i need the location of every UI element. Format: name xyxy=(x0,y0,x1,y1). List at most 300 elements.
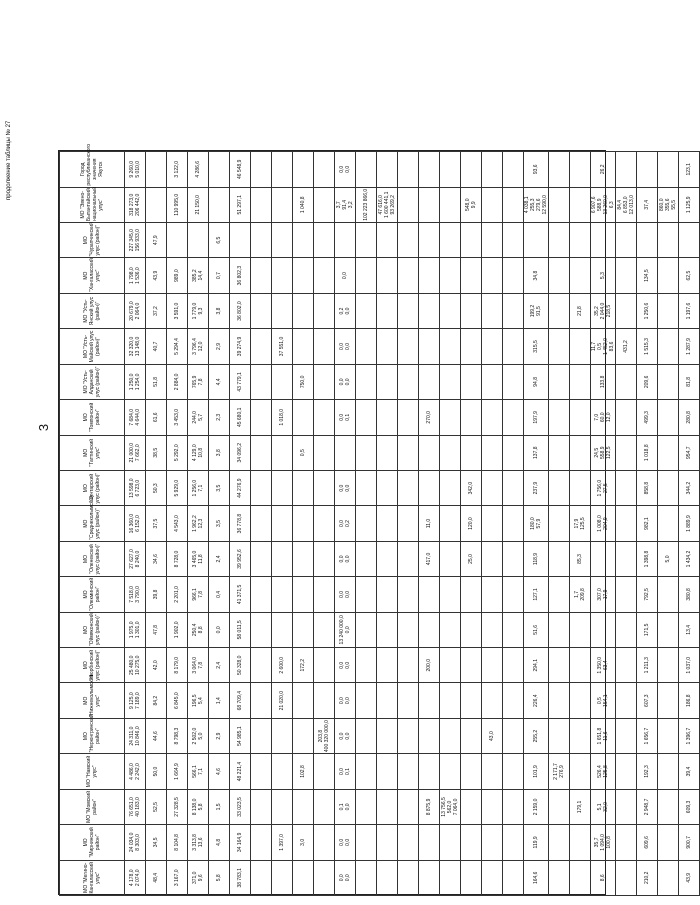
table-cell xyxy=(377,506,398,541)
table-cell: 1 975,0 1 301,0 xyxy=(125,612,146,647)
table-cell xyxy=(482,577,503,612)
table-cell xyxy=(314,648,335,683)
table-cell xyxy=(658,648,679,683)
column-header: МО "Нюрбинский улус (район)" xyxy=(60,648,125,683)
table-cell xyxy=(503,577,524,612)
table-cell xyxy=(503,825,524,860)
table-cell: 858,8 xyxy=(637,470,658,505)
table-cell xyxy=(314,506,335,541)
table-cell: 566,1 7,1 xyxy=(188,754,209,789)
table-cell xyxy=(482,683,503,718)
table-row xyxy=(377,152,398,896)
table-cell: 1 125,9 xyxy=(679,187,700,222)
table-cell xyxy=(461,329,482,364)
table-cell xyxy=(314,258,335,293)
table-row xyxy=(188,152,209,896)
table-cell: 36 778,8 xyxy=(230,506,251,541)
table-cell xyxy=(570,400,591,435)
table-cell xyxy=(549,329,570,364)
table-cell xyxy=(570,152,591,188)
column-header: МО "Оймяконский улус (район)" xyxy=(60,612,125,647)
table-cell: 1 018,8 xyxy=(637,435,658,470)
column-header: МО "Мегино-Кангаласский улус" xyxy=(60,860,125,895)
table-cell xyxy=(503,754,524,789)
table-cell: 0,0 0,0 xyxy=(335,470,356,505)
table-cell: 1 287,9 xyxy=(679,329,700,364)
table-cell: 1 211,3 xyxy=(637,648,658,683)
table-cell: 609,6 xyxy=(637,825,658,860)
table-cell: 3 465,0 11,8 xyxy=(188,541,209,576)
table-cell: 431,2 xyxy=(616,329,637,364)
table-cell xyxy=(398,789,419,824)
table-cell: 1,7 209,8 xyxy=(570,577,591,612)
table-cell: 171,5 xyxy=(637,612,658,647)
table-cell: 609,3 xyxy=(679,789,700,824)
table-cell xyxy=(377,222,398,257)
table-cell: 34 096,2 xyxy=(230,435,251,470)
table-row xyxy=(658,152,679,896)
table-cell xyxy=(503,329,524,364)
table-cell xyxy=(272,860,293,895)
table-cell: 35,2 2 044,0 218,5 xyxy=(591,293,616,328)
table-cell xyxy=(616,152,637,188)
column-header: Город республиканского значения Якутск xyxy=(60,152,125,188)
table-cell xyxy=(591,222,616,257)
table-cell: 34,5 xyxy=(146,825,167,860)
table-cell: 2,4 xyxy=(209,648,230,683)
data-table-frame xyxy=(58,144,692,895)
column-header: МО "Эвено-Бытантайский национальный улус" xyxy=(60,187,125,222)
table-cell xyxy=(503,506,524,541)
table-cell xyxy=(398,187,419,222)
table-row xyxy=(440,152,461,896)
table-cell: 43,0 xyxy=(482,718,503,753)
table-cell xyxy=(549,435,570,470)
table-cell: 2 159,0 xyxy=(524,789,549,824)
table-row xyxy=(167,152,188,896)
table-cell xyxy=(251,222,272,257)
table-cell xyxy=(440,222,461,257)
table-cell xyxy=(251,825,272,860)
table-cell: 3 796,4 12,0 xyxy=(188,329,209,364)
table-cell: 750,0 xyxy=(293,364,314,399)
table-cell: 47,8 xyxy=(146,612,167,647)
table-cell xyxy=(524,222,549,257)
table-cell: 50,3 xyxy=(146,470,167,505)
table-cell xyxy=(616,222,637,257)
table-cell xyxy=(314,577,335,612)
table-cell xyxy=(461,435,482,470)
table-cell: 13 598,0 6 723,0 xyxy=(125,470,146,505)
table-cell xyxy=(272,258,293,293)
table-cell xyxy=(658,293,679,328)
table-cell xyxy=(549,187,570,222)
table-cell xyxy=(398,293,419,328)
table-cell: 1 008,0 204,9 xyxy=(591,506,616,541)
table-cell xyxy=(209,187,230,222)
table-cell: 7 684,0 4 644,0 xyxy=(125,400,146,435)
table-cell xyxy=(461,825,482,860)
table-cell: 1 018,0 xyxy=(272,400,293,435)
table-cell xyxy=(419,364,440,399)
table-cell xyxy=(549,400,570,435)
table-cell: 24 034,0 8 303,0 xyxy=(125,825,146,860)
table-cell: 0,5 154,1 xyxy=(591,683,616,718)
table-cell: 1 040,8 xyxy=(293,187,314,222)
table-cell: 42,0 xyxy=(146,648,167,683)
table-cell xyxy=(293,152,314,188)
table-cell: 307,0 17,9 xyxy=(591,577,616,612)
table-cell: 1 962,2 12,3 xyxy=(188,506,209,541)
table-cell xyxy=(293,329,314,364)
table-cell xyxy=(293,577,314,612)
table-cell xyxy=(658,577,679,612)
table-cell: 44,6 xyxy=(146,718,167,753)
table-cell: 2 502,0 5,0 xyxy=(188,718,209,753)
table-cell xyxy=(209,152,230,188)
table-cell xyxy=(377,541,398,576)
table-cell xyxy=(293,541,314,576)
column-header: МО "Чурапчинский улус (район)" xyxy=(60,222,125,257)
table-cell xyxy=(482,152,503,188)
column-header: МО "Томпонский район" xyxy=(60,400,125,435)
table-cell: 0,0 0,0 xyxy=(335,718,356,753)
table-cell: 21 020,0 xyxy=(272,683,293,718)
table-cell: 0,0 0,0 xyxy=(335,329,356,364)
table-cell: 1 250,6 xyxy=(637,293,658,328)
table-cell xyxy=(167,222,188,257)
table-cell: 0,0 0,0 xyxy=(335,860,356,895)
table-cell: 5,0 xyxy=(658,541,679,576)
table-cell xyxy=(616,293,637,328)
table-cell xyxy=(549,648,570,683)
table-cell xyxy=(549,577,570,612)
table-cell: 134,5 xyxy=(637,258,658,293)
column-header: МО "Оленекский улус (район)" xyxy=(60,541,125,576)
table-row xyxy=(293,152,314,896)
table-cell xyxy=(658,329,679,364)
table-cell: 110 995,0 xyxy=(167,187,188,222)
table-cell xyxy=(482,541,503,576)
table-cell: 38,5 xyxy=(146,435,167,470)
table-cell xyxy=(356,789,377,824)
table-cell: 0,0 0,0 xyxy=(335,577,356,612)
table-cell xyxy=(251,648,272,683)
column-header: МО "Усть-Алданский улус (район)" xyxy=(60,364,125,399)
table-cell xyxy=(419,860,440,895)
table-cell xyxy=(272,293,293,328)
table-cell xyxy=(658,718,679,753)
table-cell: 37,4 xyxy=(637,187,658,222)
table-cell: 209,6 xyxy=(637,364,658,399)
table-cell xyxy=(251,577,272,612)
table-cell: 548,0 9,9 xyxy=(461,187,482,222)
column-header: МО "Намский улус" xyxy=(60,754,125,789)
table-cell xyxy=(549,541,570,576)
table-cell: 966,1 7,8 xyxy=(188,577,209,612)
table-cell xyxy=(251,152,272,188)
table-cell: 1 656,7 xyxy=(637,718,658,753)
table-cell xyxy=(482,754,503,789)
table-row xyxy=(419,152,440,896)
table-cell xyxy=(356,329,377,364)
table-row xyxy=(524,152,549,896)
table-cell: 4 129,0 10,8 xyxy=(188,435,209,470)
table-row xyxy=(482,152,503,896)
table-cell: 47 616,0 1 600 441,1 93 269,2 xyxy=(377,187,398,222)
table-cell: 2,3 xyxy=(209,400,230,435)
table-cell xyxy=(314,470,335,505)
table-cell xyxy=(503,683,524,718)
table-row xyxy=(251,152,272,896)
table-cell xyxy=(356,293,377,328)
table-cell xyxy=(398,825,419,860)
table-cell: 50,0 xyxy=(146,754,167,789)
table-cell xyxy=(356,825,377,860)
table-cell: 0,7 xyxy=(209,258,230,293)
table-cell xyxy=(591,612,616,647)
table-cell xyxy=(377,400,398,435)
table-cell: 47,9 xyxy=(146,222,167,257)
column-header: МО "Усть-Майский улус (район)" xyxy=(60,329,125,364)
table-cell xyxy=(314,222,335,257)
table-cell: 21 150,0 xyxy=(188,187,209,222)
table-cell: 4,6 xyxy=(209,754,230,789)
table-row xyxy=(398,152,419,896)
table-cell xyxy=(377,754,398,789)
table-cell xyxy=(356,577,377,612)
table-cell xyxy=(440,541,461,576)
table-cell xyxy=(314,683,335,718)
table-cell xyxy=(549,860,570,895)
table-cell: 44 276,9 xyxy=(230,470,251,505)
table-cell xyxy=(461,258,482,293)
table-cell: 36 802,3 xyxy=(230,258,251,293)
continuation-label: продолжение таблицы № 27 xyxy=(6,120,12,200)
table-cell xyxy=(251,612,272,647)
table-cell xyxy=(503,789,524,824)
table-cell xyxy=(251,187,272,222)
table-cell xyxy=(419,577,440,612)
table-cell: 3 453,0 xyxy=(167,400,188,435)
column-header: МО "Сунтарский улус (район)" xyxy=(60,470,125,505)
table-cell xyxy=(419,187,440,222)
table-cell: 3,5 xyxy=(209,470,230,505)
table-cell: 127,1 xyxy=(524,577,549,612)
table-cell: 280,8 xyxy=(679,400,700,435)
table-cell xyxy=(356,506,377,541)
table-cell xyxy=(549,718,570,753)
table-cell: 1 398,8 xyxy=(637,541,658,576)
table-cell xyxy=(440,648,461,683)
table-cell xyxy=(398,364,419,399)
table-cell: 3,7 91,4 3,2 xyxy=(335,187,356,222)
table-cell: 371,0 9,6 xyxy=(188,860,209,895)
table-cell: 1 798,0 1 536,0 xyxy=(125,258,146,293)
table-cell xyxy=(356,718,377,753)
table-cell xyxy=(377,329,398,364)
table-cell: 3 313,8 13,6 xyxy=(188,825,209,860)
table-cell xyxy=(356,400,377,435)
table-cell xyxy=(616,612,637,647)
table-cell: 37,2 xyxy=(146,293,167,328)
table-row xyxy=(637,152,658,896)
table-cell xyxy=(503,258,524,293)
table-cell: 50 328,0 xyxy=(230,648,251,683)
table-cell xyxy=(272,577,293,612)
table-cell: 344,2 xyxy=(679,470,700,505)
table-cell xyxy=(503,222,524,257)
table-cell: 1 397,0 xyxy=(272,825,293,860)
table-cell: 137,8 xyxy=(524,435,549,470)
table-cell xyxy=(251,293,272,328)
table-cell: 0,0 0,1 xyxy=(335,400,356,435)
table-cell xyxy=(570,258,591,293)
table-cell xyxy=(503,541,524,576)
table-cell: 34,6 xyxy=(146,541,167,576)
table-cell: 24,5 558,9 122,5 xyxy=(591,435,616,470)
table-cell xyxy=(461,754,482,789)
table-cell xyxy=(616,577,637,612)
table-cell: 210,2 xyxy=(637,860,658,895)
table-cell: 93,6 xyxy=(524,152,549,188)
table-cell xyxy=(549,293,570,328)
table-cell xyxy=(616,435,637,470)
table-cell: 76 651,0 40 183,0 xyxy=(125,789,146,824)
table-cell xyxy=(461,293,482,328)
table-cell xyxy=(251,258,272,293)
column-header: МО "Момский район" xyxy=(60,789,125,824)
table-cell: 43 779,1 xyxy=(230,364,251,399)
table-cell xyxy=(591,541,616,576)
table-cell: 3,0 xyxy=(293,825,314,860)
table-cell: 61,6 xyxy=(146,400,167,435)
table-cell: 48 221,4 xyxy=(230,754,251,789)
table-cell: 294,1 xyxy=(524,648,549,683)
table-cell: 342,0 xyxy=(461,470,482,505)
table-cell: 8 875,9 xyxy=(419,789,440,824)
table-cell: 39 274,9 xyxy=(230,329,251,364)
table-cell xyxy=(503,152,524,188)
table-cell xyxy=(658,683,679,718)
table-cell: 792,5 xyxy=(637,577,658,612)
table-cell xyxy=(419,329,440,364)
table-cell: 5 292,0 xyxy=(167,435,188,470)
table-cell xyxy=(616,683,637,718)
table-cell: 1 037,0 xyxy=(679,648,700,683)
table-cell xyxy=(398,222,419,257)
table-cell xyxy=(314,860,335,895)
table-cell xyxy=(251,718,272,753)
table-cell: 954,7 xyxy=(679,435,700,470)
table-cell xyxy=(658,470,679,505)
table-cell: 39 952,6 xyxy=(230,541,251,576)
table-cell xyxy=(356,470,377,505)
table-cell xyxy=(679,222,700,257)
table-cell: 0,2 0,0 xyxy=(335,293,356,328)
table-cell: 3 591,0 xyxy=(167,293,188,328)
table-cell xyxy=(503,612,524,647)
table-cell: 1 250,0 1 254,0 xyxy=(125,364,146,399)
table-cell xyxy=(356,152,377,188)
table-cell: 2,9 xyxy=(209,329,230,364)
table-cell: 6 907,6 588,9 13 260,0 6,3 xyxy=(591,187,616,222)
table-cell: 0,0 0,0 xyxy=(335,683,356,718)
table-cell: 20 679,0 2 064,0 xyxy=(125,293,146,328)
table-cell xyxy=(272,470,293,505)
table-row xyxy=(503,152,524,896)
table-cell xyxy=(398,435,419,470)
table-cell: 5,8 xyxy=(209,860,230,895)
table-cell xyxy=(335,435,356,470)
table-cell xyxy=(461,789,482,824)
table-cell: 199,2 91,5 xyxy=(524,293,549,328)
table-cell xyxy=(188,222,209,257)
table-cell: 226,4 xyxy=(524,683,549,718)
table-cell xyxy=(658,789,679,824)
table-cell xyxy=(377,825,398,860)
table-cell xyxy=(570,187,591,222)
table-cell: 244,0 5,7 xyxy=(188,400,209,435)
table-cell xyxy=(440,187,461,222)
table-cell xyxy=(440,364,461,399)
table-cell: 315,5 xyxy=(524,329,549,364)
table-cell: 33 023,5 xyxy=(230,789,251,824)
table-cell xyxy=(658,364,679,399)
table-cell: 38 783,1 xyxy=(230,860,251,895)
table-cell xyxy=(377,258,398,293)
table-cell xyxy=(398,329,419,364)
table-cell: 3 122,0 xyxy=(167,152,188,188)
table-cell xyxy=(482,435,503,470)
table-cell: 123,1 xyxy=(679,152,700,188)
table-cell: 1 434,2 xyxy=(679,541,700,576)
table-cell: 255,2 xyxy=(524,718,549,753)
table-cell: 180,0 57,9 xyxy=(524,506,549,541)
table-cell: 4,4 xyxy=(209,364,230,399)
table-row xyxy=(272,152,293,896)
table-cell xyxy=(419,258,440,293)
table-cell: 0,0 xyxy=(209,612,230,647)
table-cell: 34,8 xyxy=(524,258,549,293)
table-cell: 4 038,1 255,3 279,6 12 590,0 xyxy=(524,187,549,222)
table-cell: 197,9 xyxy=(524,400,549,435)
table-cell xyxy=(251,541,272,576)
table-cell xyxy=(146,152,167,188)
table-cell xyxy=(419,825,440,860)
table-cell xyxy=(293,258,314,293)
table-cell xyxy=(398,541,419,576)
table-cell: 765,9 7,8 xyxy=(188,364,209,399)
table-cell xyxy=(440,329,461,364)
table-cell xyxy=(314,825,335,860)
table-row xyxy=(461,152,482,896)
table-cell: 0,5 xyxy=(293,435,314,470)
table-cell: 39,8 xyxy=(146,577,167,612)
table-cell xyxy=(616,789,637,824)
table-cell xyxy=(570,683,591,718)
table-cell xyxy=(293,293,314,328)
table-cell xyxy=(570,648,591,683)
table-cell: 52,5 xyxy=(146,789,167,824)
table-cell: 270,0 xyxy=(419,400,440,435)
table-cell: 27 328,5 xyxy=(167,789,188,824)
table-cell: 526,4 125,8 xyxy=(591,754,616,789)
table-cell xyxy=(377,648,398,683)
table-cell xyxy=(549,364,570,399)
table-cell: 3 167,0 xyxy=(167,860,188,895)
table-cell xyxy=(482,293,503,328)
